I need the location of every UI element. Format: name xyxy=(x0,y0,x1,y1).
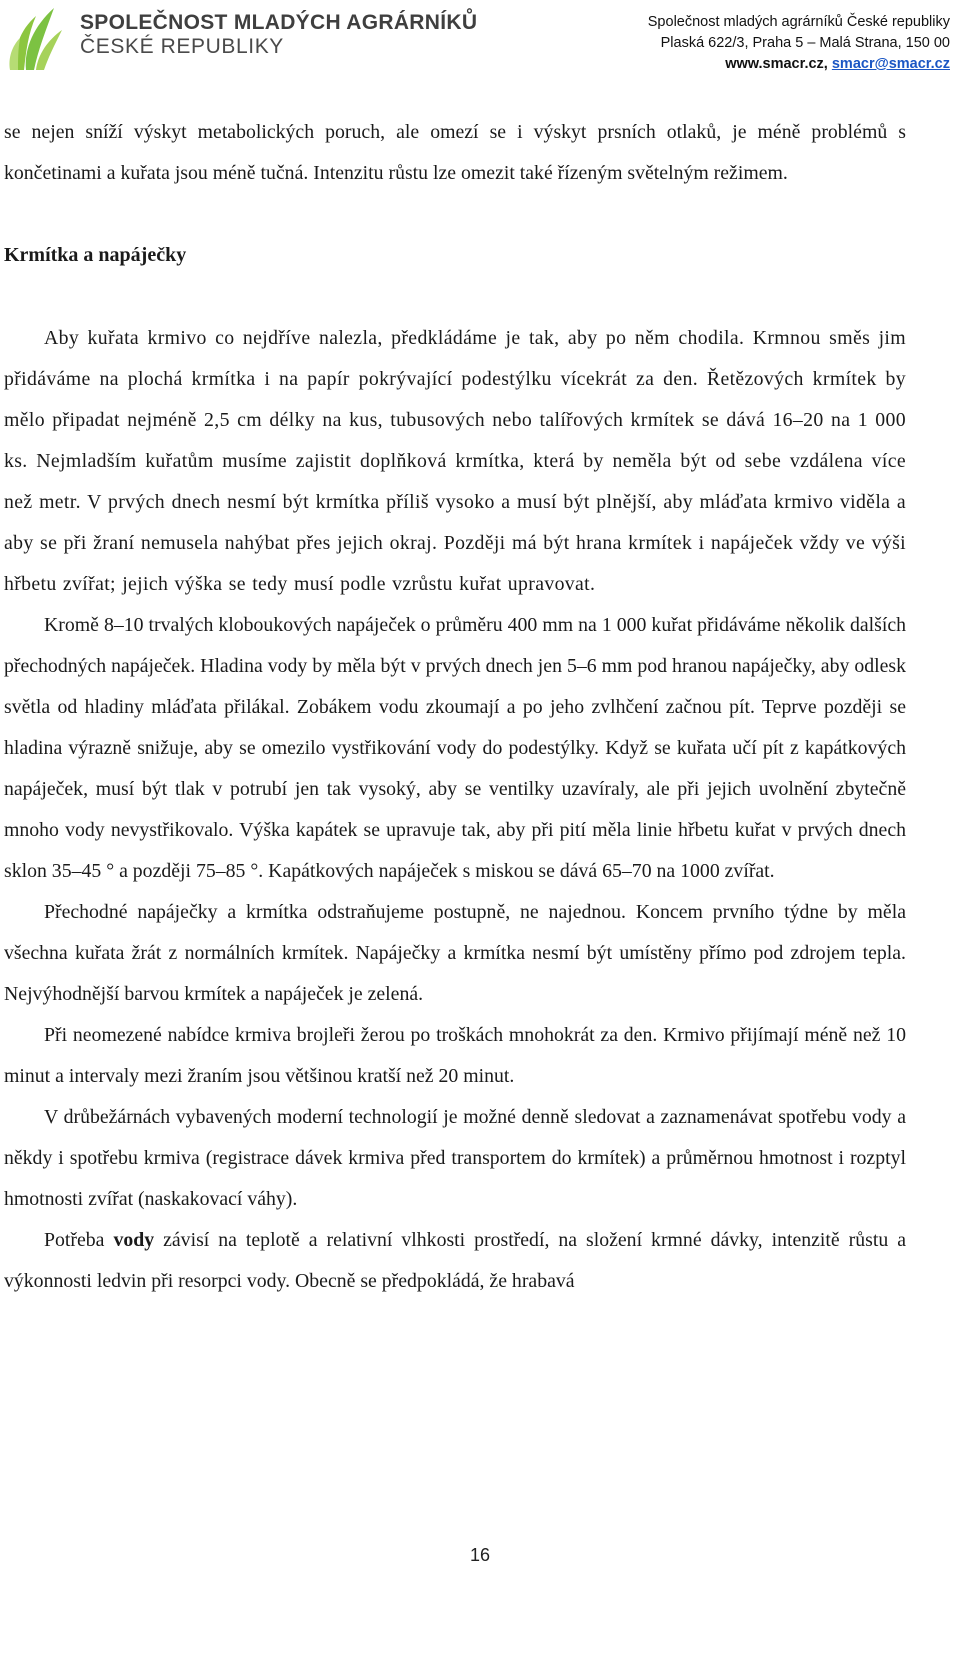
email-link[interactable]: smacr@smacr.cz xyxy=(831,56,950,72)
organization-name-line2: ČESKÉ REPUBLIKY xyxy=(80,35,284,58)
water-text-rest: závisí na teplotě a relativní vlhkosti prostředí, na složení krmné dávky, intenzitě růstu a výkonnosti ledvin při resorpci vody. Obecně se předpokládá, že hrabavá xyxy=(4,1229,906,1292)
organization-name xyxy=(80,12,477,57)
website-link[interactable]: www.smacr.cz, xyxy=(725,56,828,72)
green-leaves-logo-icon xyxy=(8,4,64,72)
page-header xyxy=(0,0,960,92)
paragraph-water-needs xyxy=(4,1220,906,1302)
page-number: 16 xyxy=(469,1545,491,1565)
paragraph-feed-intake: Při neomezené nabídce krmiva brojleři žerou po troškách mnohokrát za den. Krmivo přijímají méně než 10 minut a intervaly mezi žraním jsou většinou kratší než 20 minut. xyxy=(4,1024,906,1087)
contact-web-line xyxy=(648,54,950,75)
water-bold-term: vody xyxy=(113,1229,155,1251)
section-heading: Krmítka a napáječky xyxy=(4,244,187,266)
paragraph-drinkers: Kromě 8–10 trvalých kloboukových napáječek o průměru 400 mm na 1 000 kuřat přidáváme několik dalších přechodných napáječek. Hladina vody by měla být v prvých dnech jen 5–6 mm pod hranou napáječky, aby odlesk světla od hladiny mláďata přilákal. Zobákem vodu zkoumají a po jeho zvlhčení začnou pít. Teprve později se hladina výrazně snižuje, aby se omezilo vystřikování vody do podestýlky. Když se kuřata učí pít z kapátkových napáječek, musí být tlak v potrubí jen tak vysoký, aby se ventilky uzavíraly, ale při jejich uvolnění zbytečně mnoho vody nevystřikovalo. Výška kapátek se upravuje tak, aby při pití měla linie hřbetu kuřat v prvých dnech sklon 35–45 ° a později 75–85 °. Kapátkových napáječek s miskou se dává 65–70 na 1000 zvířat. xyxy=(4,614,906,882)
paragraph-transition: Přechodné napáječky a krmítka odstraňujeme postupně, ne najednou. Koncem prvního týdne by měla všechna kuřata žrát z normálních krmítek. Napáječky a krmítka nesmí být umístěny přímo pod zdrojem tepla. Nejvýhodnější barvou krmítek a napáječek je zelená. xyxy=(4,901,906,1005)
paragraph-technology: V drůbežárnách vybavených moderní technologií je možné denně sledovat a zaznamenávat spotřebu vody a někdy i spotřebu krmiva (registrace dávek krmiva před transportem do krmítek) a průměrnou hmotnost i rozptyl hmotnosti zvířat (naskakovací váhy). xyxy=(4,1106,906,1210)
paragraph-feeders: Aby kuřata krmivo co nejdříve nalezla, předkládáme je tak, aby po něm chodila. Krmnou směs jim přidáváme na plochá krmítka i na papír pokrývající podestýlku vícekrát za den. Řetězových krmítek by mělo připadat nejméně 2,5 cm délky na kus, tubusových nebo talířových krmítek se dává 16–20 na 1 000 ks. Nejmladším kuřatům musíme zajistit doplňková krmítka, která by neměla být od sebe vzdálena více než metr. V prvých dnech nesmí být krmítka příliš vysoko a musí být plnější, aby mláďata krmivo viděla a aby se při žraní nemusela nahýbat přes jejich okraj. Později má být hrana krmítek i napáječek vždy ve výši hřbetu zvířat; jejich výška se tedy musí podle vzrůstu kuřat upravovat. xyxy=(4,327,906,595)
water-text-start: Potřeba xyxy=(44,1229,105,1251)
contact-block xyxy=(648,12,950,75)
organization-name-line1: SPOLEČNOST MLADÝCH AGRÁRNÍKŮ xyxy=(80,11,478,34)
paragraph-continuation: se nejen sníží výskyt metabolických poruch, ale omezí se i výskyt prsních otlaků, je méně problémů s končetinami a kuřata jsou méně tučná. Intenzitu růstu lze omezit také řízeným světelným režimem. xyxy=(4,121,906,184)
contact-organization: Společnost mladých agrárníků České republiky xyxy=(647,14,950,30)
document-body xyxy=(4,112,906,1302)
contact-address: Plaská 622/3, Praha 5 – Malá Strana, 150 00 xyxy=(660,35,950,51)
